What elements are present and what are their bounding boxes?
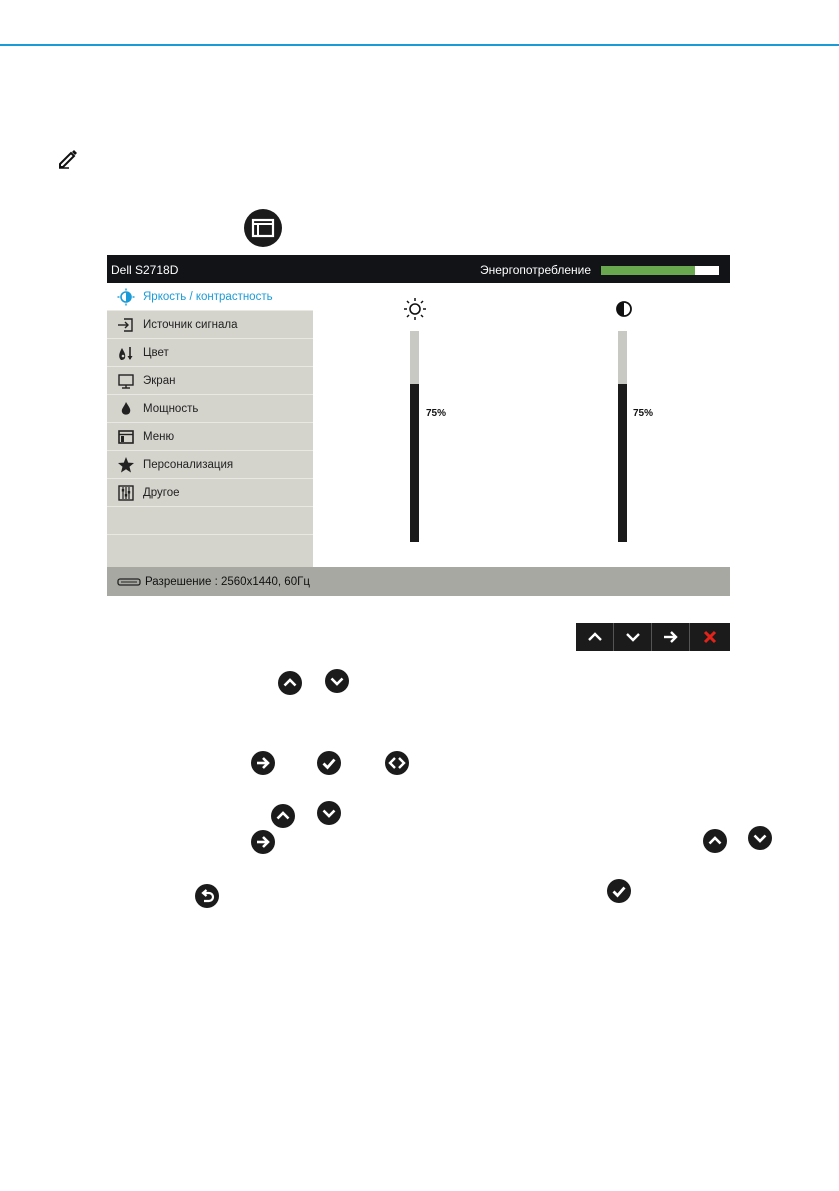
brightness-contrast-panel (313, 283, 730, 567)
up-button-icon (271, 804, 295, 828)
sidebar-item-menu[interactable] (107, 423, 313, 451)
model-name: Dell S2718D (111, 263, 179, 277)
hdmi-icon (117, 577, 141, 587)
star-icon (117, 456, 135, 474)
osd-footer (107, 567, 730, 596)
sidebar-item-label: Источник сигнала (143, 318, 238, 331)
close-icon (703, 630, 717, 644)
brightness-slider[interactable] (410, 331, 419, 542)
sidebar-item-label: Мощность (143, 402, 199, 415)
header-rule (0, 44, 839, 46)
sidebar-empty-row (107, 507, 313, 535)
sidebar-item-power[interactable] (107, 395, 313, 423)
sidebar-item-display[interactable] (107, 367, 313, 395)
nav-close-button[interactable] (690, 623, 729, 651)
pencil-note-icon (57, 147, 79, 169)
sidebar-item-personalize[interactable] (107, 451, 313, 479)
sidebar-item-label: Цвет (143, 346, 169, 359)
check-button-icon (607, 879, 631, 903)
down-arrow-icon (625, 631, 641, 643)
osd-window (107, 255, 730, 596)
check-button-icon (317, 751, 341, 775)
sidebar-item-label: Другое (143, 486, 180, 499)
display-icon (117, 372, 135, 390)
color-icon (117, 344, 135, 362)
sidebar-item-input-source[interactable] (107, 311, 313, 339)
power-meter-fill (601, 266, 695, 275)
nav-right-button[interactable] (652, 623, 690, 651)
sidebar-item-label: Персонализация (143, 458, 234, 471)
nav-up-button[interactable] (576, 623, 614, 651)
other-icon (117, 484, 135, 502)
power-meter (601, 266, 719, 275)
sidebar-item-label: Меню (143, 430, 175, 443)
sidebar-item-brightness-contrast[interactable] (107, 283, 313, 311)
down-button-icon (325, 669, 349, 693)
down-button-icon (748, 826, 772, 850)
left-right-button-icon (385, 751, 409, 775)
contrast-slider-fill (618, 384, 627, 542)
up-button-icon (703, 829, 727, 853)
power-icon (117, 400, 135, 418)
back-button-icon (195, 884, 219, 908)
right-button-icon (251, 751, 275, 775)
right-button-icon (251, 830, 275, 854)
contrast-value: 75% (633, 408, 654, 419)
contrast-icon (615, 300, 633, 318)
input-source-icon (117, 316, 135, 334)
sidebar-item-label: Экран (143, 374, 176, 387)
up-arrow-icon (587, 631, 603, 643)
brightness-slider-fill (410, 384, 419, 542)
brightness-contrast-icon (117, 288, 135, 306)
sidebar-empty-row (107, 535, 313, 563)
power-label: Энергопотребление (480, 263, 592, 277)
sidebar-item-label: Яркость / контрастность (143, 290, 273, 303)
right-arrow-icon (663, 630, 679, 644)
sidebar-item-other[interactable] (107, 479, 313, 507)
up-button-icon (278, 671, 302, 695)
resolution-text: Разрешение : 2560x1440, 60Гц (145, 575, 310, 588)
menu-icon (117, 428, 135, 446)
menu-button-icon (243, 208, 283, 248)
osd-nav-bar (576, 623, 730, 651)
brightness-value: 75% (426, 408, 447, 419)
nav-down-button[interactable] (614, 623, 652, 651)
down-button-icon (317, 801, 341, 825)
osd-sidebar (107, 283, 313, 567)
osd-header (107, 255, 730, 283)
sun-icon (403, 297, 427, 321)
sidebar-item-color[interactable] (107, 339, 313, 367)
contrast-slider[interactable] (618, 331, 627, 542)
